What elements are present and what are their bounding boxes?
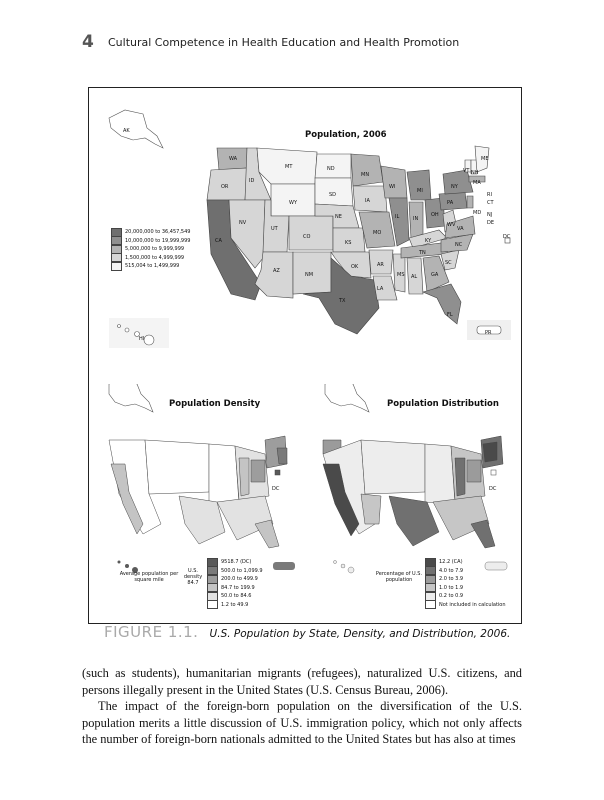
population-legend-row	[111, 254, 190, 263]
distribution-legend-label: Not included in calculation	[439, 601, 506, 608]
density-legend-row	[207, 592, 263, 601]
distribution-legend-label: 4.0 to 7.9	[439, 567, 464, 574]
page-header	[82, 32, 542, 52]
distribution-dc-marker	[491, 470, 496, 475]
state-label-ak: AK	[123, 128, 130, 134]
state-label-la: LA	[377, 286, 384, 292]
state-label-sc: SC	[445, 260, 452, 266]
state-label-wv: WV	[447, 222, 456, 228]
density-dc-label: DC	[272, 486, 280, 492]
state-label-ky: KY	[425, 238, 432, 244]
population-legend-row	[111, 262, 190, 271]
density-mountain	[145, 440, 209, 494]
distribution-legend-label: 12.2 (CA)	[439, 559, 463, 566]
density-oh	[251, 460, 265, 482]
state-label-nv: NV	[239, 220, 247, 226]
distribution-legend-swatch	[425, 600, 436, 609]
density-side-label: Average population per square mile	[119, 571, 179, 583]
density-legend-label: 500.0 to 1,099.9	[221, 567, 263, 574]
hawaii-inset	[109, 318, 169, 348]
distribution-side-label: Percentage of U.S. population	[375, 571, 423, 583]
state-nj	[467, 196, 473, 208]
state-label-il: IL	[395, 214, 400, 220]
state-label-az: AZ	[273, 268, 280, 274]
distribution-legend-label: 0.2 to 0.9	[439, 593, 464, 600]
distribution-alaska-outline	[325, 384, 369, 412]
density-legend-row	[207, 558, 263, 567]
distribution-legend-label: 2.0 to 3.9	[439, 576, 464, 583]
density-legend-row	[207, 567, 263, 576]
state-label-md: MD	[473, 210, 482, 216]
population-legend	[111, 228, 190, 271]
state-label-wa: WA	[229, 156, 238, 162]
population-legend-label: 1,500,000 to 4,999,999	[125, 254, 185, 261]
density-il	[239, 458, 249, 496]
density-unit-label: U.S. density 84.7	[183, 568, 203, 586]
density-legend-label: 1.2 to 49.9	[221, 601, 249, 608]
state-ia	[353, 186, 387, 212]
density-nj-ma	[277, 448, 287, 464]
state-label-vt: VT	[463, 168, 470, 174]
state-label-mo: MO	[373, 230, 382, 236]
density-legend-row	[207, 601, 263, 610]
figure-caption-text: U.S. Population by State, Density, and Distribution, 2006.	[209, 628, 511, 640]
distribution-il	[455, 458, 465, 496]
distribution-mountain	[361, 440, 425, 494]
state-label-id: ID	[249, 178, 255, 184]
state-label-ar: AR	[377, 262, 384, 268]
density-legend-label: 50.0 to 84.6	[221, 593, 252, 600]
figure-1-1	[88, 87, 522, 624]
population-2006-title: Population, 2006	[305, 130, 387, 140]
density-legend-swatch	[207, 600, 218, 609]
state-wi	[381, 166, 407, 198]
state-label-nc: NC	[455, 242, 463, 248]
state-label-nh: NH	[471, 170, 479, 176]
distribution-legend-row	[425, 558, 506, 567]
population-legend-row	[111, 228, 190, 237]
running-head: Cultural Competence in Health Education and Health Promotion	[108, 36, 460, 49]
state-label-ct: CT	[487, 200, 494, 206]
state-label-mn: MN	[361, 172, 370, 178]
distribution-tx	[389, 496, 439, 546]
state-label-oh: OH	[431, 212, 439, 218]
density-plains	[209, 444, 239, 504]
state-label-al: AL	[411, 274, 418, 280]
state-label-sd: SD	[329, 192, 337, 198]
population-density-title: Population Density	[169, 399, 261, 409]
population-legend-label: 20,000,000 to 36,457,549	[125, 229, 191, 236]
density-dc-marker	[275, 470, 280, 475]
state-label-mi: MI	[417, 188, 423, 194]
state-mn	[351, 154, 383, 186]
state-label-nm: NM	[305, 272, 314, 278]
population-legend-swatch	[111, 262, 122, 271]
distribution-oh	[467, 460, 481, 482]
density-legend-row	[207, 575, 263, 584]
distribution-legend-row	[425, 584, 506, 593]
distribution-legend-row	[425, 567, 506, 576]
distribution-hawaii-inset	[334, 561, 355, 574]
density-pr-inset	[273, 562, 295, 570]
density-legend-row	[207, 584, 263, 593]
state-label-va: VA	[457, 226, 464, 232]
state-label-hi: HI	[139, 336, 145, 342]
state-label-wi: WI	[389, 184, 396, 190]
distribution-legend-row	[425, 575, 506, 584]
distribution-plains	[425, 444, 455, 504]
state-label-de: DE	[487, 220, 495, 226]
alaska-outline	[109, 110, 163, 148]
body-text	[82, 665, 522, 748]
state-label-ny: NY	[451, 184, 458, 190]
density-legend-label: 200.0 to 499.9	[221, 576, 258, 583]
population-legend-label: 10,000,000 to 19,999,999	[125, 237, 191, 244]
state-label-co: CO	[303, 234, 311, 240]
distribution-legend-label: 1.0 to 1.9	[439, 584, 464, 591]
population-distribution-title: Population Distribution	[387, 399, 499, 409]
figure-label: FIGURE 1.1.	[104, 623, 199, 641]
state-label-ks: KS	[345, 240, 352, 246]
state-label-nd: ND	[327, 166, 335, 172]
state-mi	[407, 170, 431, 200]
figure-caption	[104, 622, 534, 644]
state-label-ut: UT	[271, 226, 278, 232]
density-alaska-outline	[109, 384, 153, 412]
population-legend-row	[111, 237, 190, 246]
state-label-me: ME	[481, 156, 489, 162]
distribution-ny	[483, 442, 497, 462]
distribution-legend-row	[425, 601, 506, 610]
state-label-tx: TX	[339, 298, 346, 304]
paragraph-2: The impact of the foreign-born population on the diversification of the U.S. population merits a little discussion of U.S. immigration policy, which not only affects the number of foreign-born nationals admitted to the United States but has also at times	[82, 699, 522, 746]
state-label-nj: NJ	[487, 212, 493, 218]
state-label-dc: DC	[503, 234, 511, 240]
state-label-ia: IA	[365, 198, 370, 204]
distribution-legend-row	[425, 592, 506, 601]
page-number: 4	[82, 32, 94, 52]
state-label-ma: MA	[473, 180, 481, 186]
population-legend-label: 515,004 to 1,499,999	[125, 263, 180, 270]
density-legend	[207, 558, 263, 609]
distribution-dc-label: DC	[489, 486, 497, 492]
paragraph-1: (such as students), humanitarian migrants (refugees), naturalized U.S. citizens, and persons illegally present in the United States (U.S. Census Bureau, 2006).	[82, 666, 522, 697]
state-co	[289, 216, 333, 250]
state-label-mt: MT	[285, 164, 293, 170]
state-label-pa: PA	[447, 200, 454, 206]
density-fl	[255, 520, 279, 548]
population-legend-label: 5,000,000 to 9,999,999	[125, 246, 185, 253]
state-label-ok: OK	[351, 264, 359, 270]
state-label-in: IN	[413, 216, 419, 222]
state-label-ri: RI	[487, 192, 492, 198]
density-legend-label: 9518.7 (DC)	[221, 559, 252, 566]
state-label-pr: PR	[485, 330, 492, 336]
state-label-ga: GA	[431, 272, 439, 278]
state-label-tn: TN	[419, 250, 426, 256]
state-label-ms: MS	[397, 272, 405, 278]
state-label-ne: NE	[335, 214, 342, 220]
state-label-wy: WY	[289, 200, 297, 206]
distribution-legend	[425, 558, 506, 609]
distribution-fl	[471, 520, 495, 548]
density-legend-label: 84.7 to 199.9	[221, 584, 255, 591]
state-label-fl: FL	[447, 312, 453, 318]
state-label-or: OR	[221, 184, 229, 190]
population-density-map	[89, 384, 305, 623]
state-label-ca: CA	[215, 238, 222, 244]
population-legend-row	[111, 245, 190, 254]
